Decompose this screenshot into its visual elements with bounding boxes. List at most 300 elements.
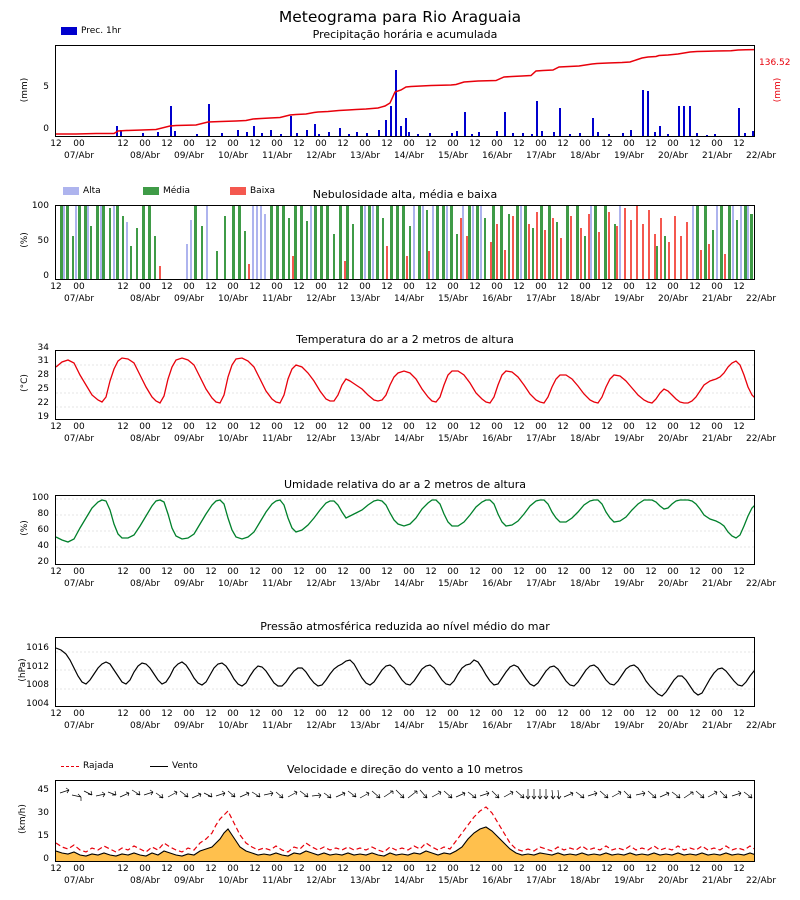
- xtick: 00: [271, 139, 283, 149]
- xdate: 10/Abr: [217, 876, 249, 886]
- xtick: 00: [711, 282, 723, 292]
- pressure-svg: [56, 638, 755, 707]
- xtick: 12: [689, 567, 701, 577]
- xdate: 19/Abr: [613, 721, 645, 731]
- xdate: 15/Abr: [437, 294, 469, 304]
- xdate: 10/Abr: [217, 434, 249, 444]
- xtick: 12: [293, 864, 305, 874]
- xdate: 17/Abr: [525, 294, 557, 304]
- xtick: 12: [205, 139, 217, 149]
- xtick: 12: [513, 567, 525, 577]
- xtick: 00: [667, 709, 679, 719]
- xdate: 09/Abr: [173, 434, 205, 444]
- xtick: 00: [73, 864, 85, 874]
- temp-ytick-22: 22: [37, 398, 49, 408]
- panel-precipitation: [20, 26, 791, 161]
- legend-swatch-alta: [63, 187, 79, 195]
- pressure-ylabel: (hPa): [18, 658, 28, 682]
- xtick: 12: [601, 709, 613, 719]
- xtick: 00: [667, 139, 679, 149]
- xdate: 14/Abr: [393, 294, 425, 304]
- xtick: 12: [117, 709, 129, 719]
- xtick: 12: [293, 567, 305, 577]
- xtick: 12: [293, 139, 305, 149]
- xtick: 12: [425, 282, 437, 292]
- xtick: 00: [491, 567, 503, 577]
- humidity-plot: [55, 495, 755, 565]
- temp-ytick-25: 25: [37, 384, 49, 394]
- xtick: 12: [249, 139, 261, 149]
- xdate: 20/Abr: [657, 579, 689, 589]
- xtick: 00: [73, 422, 85, 432]
- xdate: 08/Abr: [129, 579, 161, 589]
- xtick: 12: [117, 282, 129, 292]
- xtick: 12: [381, 139, 393, 149]
- xtick: 00: [183, 567, 195, 577]
- xtick: 12: [689, 709, 701, 719]
- xdate: 15/Abr: [437, 721, 469, 731]
- xdate: 07/Abr: [63, 876, 95, 886]
- xtick: 12: [733, 422, 745, 432]
- xtick: 00: [183, 139, 195, 149]
- precip-ylabel-right: (mm): [773, 77, 783, 103]
- xdate: 09/Abr: [173, 294, 205, 304]
- xdate: 18/Abr: [569, 151, 601, 161]
- pressure-ytick-1008: 1008: [26, 680, 49, 690]
- xdate: 19/Abr: [613, 434, 645, 444]
- xtick: 12: [557, 282, 569, 292]
- xtick: 00: [315, 282, 327, 292]
- xdate: 16/Abr: [481, 721, 513, 731]
- xtick: 12: [249, 864, 261, 874]
- xtick: 00: [271, 422, 283, 432]
- panel-cloud-title: Nebulosidade alta, média e baixa: [312, 188, 498, 201]
- xtick: 00: [139, 709, 151, 719]
- wind-ytick-0: 0: [43, 854, 49, 864]
- legend-swatch-vento: [150, 766, 168, 767]
- xtick: 12: [469, 864, 481, 874]
- xtick: 00: [447, 139, 459, 149]
- xtick: 00: [535, 139, 547, 149]
- temp-ytick-28: 28: [37, 370, 49, 380]
- xtick: 12: [733, 139, 745, 149]
- xtick: 00: [711, 709, 723, 719]
- panel-pressure-title: Pressão atmosférica reduzida ao nível médio do mar: [260, 620, 550, 633]
- xdate: 21/Abr: [701, 876, 733, 886]
- xtick: 12: [513, 709, 525, 719]
- xtick: 12: [117, 422, 129, 432]
- panel-temperature: [20, 333, 777, 444]
- xdate: 11/Abr: [261, 579, 293, 589]
- xtick: 12: [293, 422, 305, 432]
- xtick: 00: [73, 139, 85, 149]
- xdate: 11/Abr: [261, 876, 293, 886]
- xdate: 18/Abr: [569, 294, 601, 304]
- panel-pressure: [18, 620, 777, 731]
- xdate: 12/Abr: [305, 434, 337, 444]
- xdate: 08/Abr: [129, 876, 161, 886]
- xtick: 00: [139, 864, 151, 874]
- xdate: 10/Abr: [217, 151, 249, 161]
- legend-vento: [150, 761, 198, 772]
- xtick: 12: [689, 422, 701, 432]
- xtick: 00: [447, 282, 459, 292]
- legend-cloud-media: [143, 186, 190, 197]
- xtick: 00: [183, 282, 195, 292]
- xdate: 22/Abr: [745, 579, 777, 589]
- xtick: 12: [601, 139, 613, 149]
- xtick: 00: [359, 282, 371, 292]
- xdate: 09/Abr: [173, 151, 205, 161]
- xtick: 12: [205, 864, 217, 874]
- wind-ytick-15: 15: [37, 831, 49, 841]
- xtick: 00: [139, 422, 151, 432]
- xtick: 12: [425, 567, 437, 577]
- xdate: 18/Abr: [569, 579, 601, 589]
- xdate: 08/Abr: [129, 721, 161, 731]
- xtick: 12: [645, 282, 657, 292]
- xtick: 00: [139, 282, 151, 292]
- xtick: 00: [139, 567, 151, 577]
- xtick: 00: [359, 864, 371, 874]
- wind-ylabel: (km/h): [18, 804, 28, 834]
- temp-ytick-19: 19: [37, 412, 49, 422]
- xtick: 12: [469, 709, 481, 719]
- xdate: 13/Abr: [349, 294, 381, 304]
- xtick: 00: [73, 567, 85, 577]
- panel-wind-title: Velocidade e direção do vento a 10 metros: [287, 763, 523, 776]
- xtick: 12: [50, 422, 62, 432]
- xdate: 22/Abr: [745, 294, 777, 304]
- xdate: 12/Abr: [305, 294, 337, 304]
- legend-label-media: Média: [163, 186, 191, 196]
- xtick: 12: [601, 282, 613, 292]
- xtick: 12: [469, 282, 481, 292]
- xtick: 12: [425, 422, 437, 432]
- xtick: 00: [403, 139, 415, 149]
- xtick: 12: [161, 422, 173, 432]
- panel-humidity: [20, 478, 777, 589]
- xdate: 20/Abr: [657, 721, 689, 731]
- xtick: 12: [205, 709, 217, 719]
- panel-wind: [18, 761, 777, 886]
- xdate: 09/Abr: [173, 721, 205, 731]
- xtick: 00: [623, 709, 635, 719]
- xtick: 12: [513, 282, 525, 292]
- xtick: 12: [205, 282, 217, 292]
- legend-swatch-prec: [61, 27, 77, 35]
- xtick: 12: [733, 709, 745, 719]
- xtick: 12: [161, 709, 173, 719]
- xtick: 12: [645, 567, 657, 577]
- xdate: 20/Abr: [657, 876, 689, 886]
- precip-ytick-5: 5: [43, 82, 49, 92]
- xtick: 12: [50, 864, 62, 874]
- xdate: 07/Abr: [63, 579, 95, 589]
- xdate: 11/Abr: [261, 294, 293, 304]
- xdate: 22/Abr: [745, 434, 777, 444]
- xdate: 16/Abr: [481, 294, 513, 304]
- xtick: 00: [667, 422, 679, 432]
- xdate: 08/Abr: [129, 434, 161, 444]
- temp-ytick-34: 34: [37, 343, 49, 353]
- xdate: 13/Abr: [349, 721, 381, 731]
- xtick: 12: [645, 139, 657, 149]
- xdate: 08/Abr: [129, 294, 161, 304]
- xtick: 00: [623, 139, 635, 149]
- xtick: 12: [117, 864, 129, 874]
- xdate: 13/Abr: [349, 579, 381, 589]
- xtick: 00: [535, 709, 547, 719]
- xtick: 00: [403, 567, 415, 577]
- legend-cloud-baixa: [230, 186, 275, 197]
- legend-prec-1hr: [61, 26, 121, 37]
- xtick: 12: [293, 709, 305, 719]
- xdate: 22/Abr: [745, 876, 777, 886]
- xdate: 09/Abr: [173, 876, 205, 886]
- xtick: 00: [183, 709, 195, 719]
- xtick: 12: [733, 864, 745, 874]
- xdate: 20/Abr: [657, 434, 689, 444]
- xtick: 12: [469, 567, 481, 577]
- xdate: 15/Abr: [437, 434, 469, 444]
- xtick: 00: [227, 709, 239, 719]
- xdate: 10/Abr: [217, 579, 249, 589]
- xdate: 07/Abr: [63, 721, 95, 731]
- wind-plot: [55, 780, 755, 862]
- cloud-ylabel: (%): [20, 232, 30, 248]
- xdate: 22/Abr: [745, 721, 777, 731]
- xtick: 12: [161, 864, 173, 874]
- xtick: 12: [337, 567, 349, 577]
- page-title: Meteograma para Rio Araguaia: [278, 8, 522, 26]
- cloud-svg: [56, 206, 755, 280]
- xdate: 15/Abr: [437, 876, 469, 886]
- xdate: 17/Abr: [525, 434, 557, 444]
- xtick: 00: [579, 709, 591, 719]
- xtick: 00: [623, 422, 635, 432]
- xtick: 00: [271, 282, 283, 292]
- xtick: 12: [425, 864, 437, 874]
- xtick: 12: [425, 139, 437, 149]
- xdate: 16/Abr: [481, 151, 513, 161]
- xdate: 17/Abr: [525, 721, 557, 731]
- xtick: 00: [403, 422, 415, 432]
- xtick: 00: [491, 422, 503, 432]
- xtick: 12: [601, 567, 613, 577]
- xdate: 15/Abr: [437, 151, 469, 161]
- precip-ytick-0: 0: [43, 124, 49, 134]
- xtick: 00: [535, 282, 547, 292]
- xtick: 00: [447, 567, 459, 577]
- xtick: 12: [557, 567, 569, 577]
- panel-temperature-title: Temperatura do ar a 2 metros de altura: [296, 333, 514, 346]
- xtick: 12: [205, 567, 217, 577]
- xtick: 12: [249, 709, 261, 719]
- xdate: 14/Abr: [393, 151, 425, 161]
- wind-barbs: [60, 788, 752, 801]
- xdate: 18/Abr: [569, 434, 601, 444]
- xtick: 00: [359, 709, 371, 719]
- xtick: 00: [227, 567, 239, 577]
- xtick: 00: [623, 282, 635, 292]
- pressure-ytick-1012: 1012: [26, 662, 49, 672]
- xdate: 21/Abr: [701, 294, 733, 304]
- xtick: 00: [491, 282, 503, 292]
- xtick: 00: [359, 422, 371, 432]
- xdate: 22/Abr: [745, 151, 777, 161]
- precip-ylabel: (mm): [20, 77, 30, 103]
- xdate: 07/Abr: [63, 151, 95, 161]
- xdate: 19/Abr: [613, 294, 645, 304]
- wind-svg: [56, 781, 755, 862]
- xdate: 14/Abr: [393, 434, 425, 444]
- xtick: 00: [271, 709, 283, 719]
- xtick: 00: [271, 567, 283, 577]
- xtick: 00: [491, 709, 503, 719]
- wind-ytick-30: 30: [37, 808, 49, 818]
- cloud-ytick-0: 0: [43, 271, 49, 281]
- panel-humidity-title: Umidade relativa do ar a 2 metros de altura: [283, 478, 527, 491]
- xtick: 12: [117, 139, 129, 149]
- legend-swatch-media: [143, 187, 159, 195]
- xtick: 12: [205, 422, 217, 432]
- xdate: 21/Abr: [701, 721, 733, 731]
- xtick: 00: [623, 567, 635, 577]
- xtick: 12: [557, 139, 569, 149]
- xtick: 12: [50, 709, 62, 719]
- xtick: 12: [50, 567, 62, 577]
- xdate: 12/Abr: [305, 151, 337, 161]
- xdate: 11/Abr: [261, 434, 293, 444]
- xtick: 12: [381, 422, 393, 432]
- xtick: 12: [469, 422, 481, 432]
- xtick: 00: [315, 139, 327, 149]
- humidity-ylabel: (%): [20, 520, 30, 536]
- humidity-ytick-60: 60: [37, 525, 49, 535]
- xtick: 00: [535, 422, 547, 432]
- xtick: 00: [183, 864, 195, 874]
- xtick: 12: [557, 422, 569, 432]
- xdate: 14/Abr: [393, 579, 425, 589]
- panel-precipitation-title: Precipitação horária e acumulada: [312, 28, 498, 41]
- legend-rajada: [61, 761, 114, 772]
- xtick: 12: [381, 567, 393, 577]
- xtick: 00: [579, 864, 591, 874]
- xdate: 08/Abr: [129, 151, 161, 161]
- xdate: 11/Abr: [261, 151, 293, 161]
- xtick: 00: [227, 864, 239, 874]
- xdate: 14/Abr: [393, 721, 425, 731]
- xtick: 00: [315, 422, 327, 432]
- xtick: 00: [447, 709, 459, 719]
- xtick: 00: [535, 864, 547, 874]
- xtick: 12: [161, 282, 173, 292]
- xdate: 19/Abr: [613, 876, 645, 886]
- xdate: 14/Abr: [393, 876, 425, 886]
- xtick: 12: [381, 709, 393, 719]
- xtick: 00: [623, 864, 635, 874]
- xtick: 00: [403, 282, 415, 292]
- humidity-ytick-100: 100: [31, 493, 49, 503]
- xtick: 12: [601, 422, 613, 432]
- legend-label-baixa: Baixa: [250, 186, 276, 196]
- xtick: 12: [337, 282, 349, 292]
- temp-plot: [55, 350, 755, 420]
- precip-accum-total: 136.52: [759, 58, 791, 68]
- xdate: 11/Abr: [261, 721, 293, 731]
- xtick: 12: [689, 864, 701, 874]
- xtick: 12: [689, 282, 701, 292]
- xtick: 00: [535, 567, 547, 577]
- xtick: 12: [161, 139, 173, 149]
- xtick: 00: [73, 282, 85, 292]
- xtick: 12: [469, 139, 481, 149]
- xdate: 21/Abr: [701, 434, 733, 444]
- legend-label-rajada: Rajada: [83, 761, 114, 771]
- wind-ytick-45: 45: [37, 785, 49, 795]
- xtick: 00: [579, 282, 591, 292]
- xdate: 20/Abr: [657, 294, 689, 304]
- panel-cloud: [20, 186, 777, 304]
- xtick: 00: [447, 422, 459, 432]
- xtick: 12: [381, 864, 393, 874]
- xtick: 12: [513, 422, 525, 432]
- xtick: 12: [557, 864, 569, 874]
- xdate: 16/Abr: [481, 579, 513, 589]
- cloud-ytick-100: 100: [31, 201, 49, 211]
- xtick: 00: [359, 567, 371, 577]
- xtick: 12: [249, 422, 261, 432]
- xtick: 00: [315, 567, 327, 577]
- xtick: 00: [667, 567, 679, 577]
- legend-swatch-rajada: [61, 766, 79, 767]
- pressure-ytick-1016: 1016: [26, 643, 49, 653]
- xtick: 12: [513, 139, 525, 149]
- xdate: 18/Abr: [569, 721, 601, 731]
- xtick: 12: [645, 422, 657, 432]
- xtick: 12: [249, 567, 261, 577]
- xtick: 00: [711, 422, 723, 432]
- xdate: 17/Abr: [525, 579, 557, 589]
- xdate: 19/Abr: [613, 579, 645, 589]
- xtick: 00: [579, 139, 591, 149]
- xtick: 00: [183, 422, 195, 432]
- humidity-svg: [56, 496, 755, 565]
- xtick: 12: [425, 709, 437, 719]
- xtick: 00: [711, 139, 723, 149]
- precip-svg: [56, 46, 755, 137]
- temp-ytick-31: 31: [37, 356, 49, 366]
- temp-svg: [56, 351, 755, 420]
- legend-swatch-baixa: [230, 187, 246, 195]
- xtick: 00: [227, 282, 239, 292]
- xdate: 19/Abr: [613, 151, 645, 161]
- xtick: 00: [227, 422, 239, 432]
- xtick: 00: [579, 567, 591, 577]
- xtick: 00: [139, 139, 151, 149]
- xdate: 21/Abr: [701, 579, 733, 589]
- xtick: 12: [645, 709, 657, 719]
- xtick: 00: [403, 709, 415, 719]
- xtick: 12: [293, 282, 305, 292]
- xdate: 12/Abr: [305, 876, 337, 886]
- xtick: 00: [271, 864, 283, 874]
- xtick: 00: [491, 139, 503, 149]
- xtick: 12: [117, 567, 129, 577]
- legend-label-vento: Vento: [172, 761, 198, 771]
- xdate: 16/Abr: [481, 876, 513, 886]
